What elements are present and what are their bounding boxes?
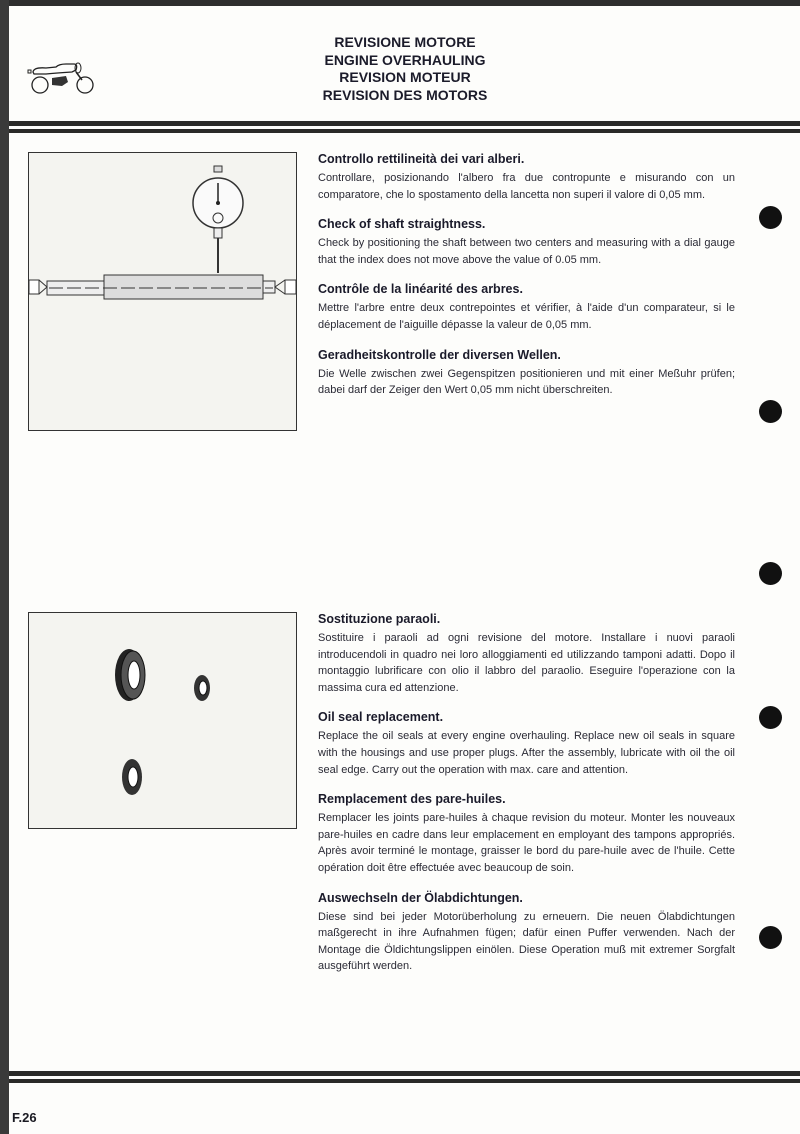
footer-rule-top bbox=[9, 1071, 800, 1076]
motorcycle-logo-icon bbox=[26, 58, 96, 94]
binder-hole-icon bbox=[759, 706, 782, 729]
header-rule-top bbox=[9, 121, 800, 126]
body-de: Diese sind bei jeder Motorüberholung zu erneuern. Die neuen Ölabdichtungen maßgerecht in ihre Aufnahmen fügen; dafür einen Puffer verwenden. Nach der Montage die Öldichtungslippen einölen. Diese Operation muß mit extremer Sorgfalt ausgeführt werden. bbox=[318, 910, 735, 973]
body-en: Replace the oil seals at every engine overhauling. Replace new oil seals in square with the housings and use proper plugs. After the assembly, lubricate with oil the oil seal edge. Carry out the operation with max. care and attention. bbox=[318, 730, 735, 776]
body-it: Sostituire i paraoli ad ogni revisione del motore. Installare i nuovi paraoli introducendoli in quadro nei loro alloggiamenti ed utilizzando tamponi adatti. Dopo il montaggio lubrificare con olio il labbro del paraolio. Eseguire l'operazione con la massima cura ed attenzione. bbox=[318, 632, 735, 694]
body-de: Die Welle zwischen zwei Gegenspitzen positionieren und mit einer Meßuhr prüfen; dabei darf der Zeiger den Wert 0,05 mm nicht überschreiten. bbox=[318, 367, 735, 397]
heading-de: Geradheitskontrolle der diversen Wellen. bbox=[318, 347, 561, 362]
body-it: Controllare, posizionando l'albero fra due contropunte e misurando con un comparatore, che lo spostamento della lancetta non superi il valore di 0,05 mm. bbox=[318, 172, 735, 201]
heading-de: Auswechseln der Ölabdichtungen. bbox=[318, 890, 523, 905]
binder-hole-icon bbox=[759, 562, 782, 585]
binder-hole-icon bbox=[759, 400, 782, 423]
page-header bbox=[255, 34, 555, 104]
heading-en: Oil seal replacement. bbox=[318, 710, 444, 725]
heading-it: Sostituzione paraoli. bbox=[318, 612, 441, 626]
oil-seals-illustration bbox=[29, 613, 296, 828]
heading-it: Controllo rettilineità dei vari alberi. bbox=[318, 152, 525, 166]
body-en: Check by positioning the shaft between two centers and measuring with a dial gauge that the index does not move above the value of 0.05 mm. bbox=[318, 237, 735, 266]
binder-hole-icon bbox=[759, 926, 782, 949]
header-title-it: REVISIONE MOTORE bbox=[334, 34, 476, 50]
block-it bbox=[318, 611, 735, 696]
section-shaft-straightness bbox=[318, 151, 735, 412]
body-fr: Remplacer les joints pare-huiles à chaque revision du moteur. Monter les nouveaux pare-huiles en cadre dans leur emplacement en employant des tampons appropriés. Après avoir terminé le montage, graisser le bord du pare-huile avec de l'huile. Cette opération doit être effectuée avec beaucoup de soin. bbox=[318, 812, 735, 874]
block-en bbox=[318, 709, 735, 778]
block-fr bbox=[318, 791, 735, 876]
scan-edge-left bbox=[0, 0, 9, 1134]
block-it bbox=[318, 151, 735, 203]
figure-oil-seals bbox=[28, 612, 297, 829]
header-rule-bottom bbox=[9, 129, 800, 133]
header-title-en: ENGINE OVERHAULING bbox=[324, 51, 486, 68]
scan-edge-top bbox=[0, 0, 800, 6]
block-de bbox=[318, 890, 735, 975]
block-de bbox=[318, 347, 735, 399]
figure-shaft-straightness bbox=[28, 152, 297, 431]
heading-en: Check of shaft straightness. bbox=[318, 217, 486, 232]
page-number: F.26 bbox=[12, 1110, 37, 1125]
binder-hole-icon bbox=[759, 206, 782, 229]
dial-gauge-shaft-illustration bbox=[29, 153, 296, 430]
footer-rule-bottom bbox=[9, 1079, 800, 1083]
header-title-de: REVISION DES MOTORS bbox=[322, 86, 488, 103]
heading-fr: Contrôle de la linéarité des arbres. bbox=[318, 282, 523, 297]
block-en bbox=[318, 216, 735, 268]
header-title-fr: REVISION MOTEUR bbox=[339, 69, 471, 85]
section-oil-seals bbox=[318, 611, 735, 988]
block-fr bbox=[318, 281, 735, 333]
body-fr: Mettre l'arbre entre deux contrepointes et vérifier, à l'aide d'un comparateur, si le déplacement de l'aiguille dépasse la valeur de 0,05 mm. bbox=[318, 302, 735, 331]
heading-fr: Remplacement des pare-huiles. bbox=[318, 792, 506, 807]
